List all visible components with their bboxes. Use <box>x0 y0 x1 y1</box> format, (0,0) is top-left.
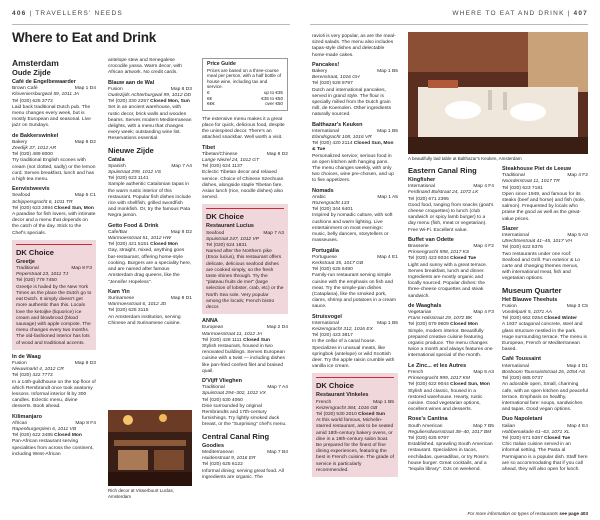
listing: Kingfisher International Map 4 F4 Ferdinand Bolstraat 24, 1072 LK Tel (020) 671 2395 Good food, ranging from snacks (goat's cheese croquettes) to lunch (club sandwich or spicy lamb burger) to a day menu (fish, meat or vegetarian). Free Wi-Fi. Excellent value. <box>408 177 494 233</box>
dining-table-photo <box>408 32 588 154</box>
price-guide-intro: Prices are based on a three-course meal per person, with a half bottle of house wine, including tax and service. <box>207 67 282 90</box>
listing: Nomads Arabic Map 1 A5 Rozengracht 133 Tel (020) 344 6401 Inspired by nomadic culture, with soft cushions and warm lighting. Live entertainment on most evenings: music, belly dancers, storytellers or masseuses. <box>312 187 398 244</box>
listing-continued: ravioli is very popular, as are the meal-sized salads. The menu also includes tapas-style dishes and delectable home-made cakes. <box>312 34 396 58</box>
listing-continued: antelope stew and Senegalese crocodile yassa. Warm decor, with African artwork. No credit cards. <box>108 58 183 76</box>
left-page-header: 406 | TRAVELLERS' NEEDS <box>12 10 123 17</box>
listing: de Bakkerswinkel Bakery Map 8 D2 Zeedijk 37, 1012 AR Tel (020) 489 8000 Try traditional English scones with cream (not clotted, sadly) or the lemon curd. Serves breakfast, lunch and has a high tea menu. <box>12 132 96 183</box>
price-guide-row: €€€ over €50 <box>207 101 283 107</box>
footer-see-page: see page 403 <box>559 511 588 516</box>
listing: Eenvistweevis Seafood Map 5 C1 Schippersgracht 6, 1011 TR Tel (020) 623 2894 Closed Sun, Mon A paradise for fish lovers, with intimate decor and a menu that depends on the catch of the day. Stick to the Chef's specials. <box>12 186 96 236</box>
listing: Rose's Cantina South American Map 7 B5 Reguliersdwarsstraat 38–40, 1017 BM Tel (020) 625 9797 Established, sprawling South American restaurant. Specializes in tacos, enchiladas, quesadillas, or try Rose's house burger. Great cocktails, and a "tequila library". DJs on weekend. <box>408 416 494 472</box>
dk-choice-box: DK Choice Restaurant Lucius Seafood Map 7 A3 Spuistraat 247, 1012 VP Tel (020) 624 1831 Named after the Northern pike (Esox lucius), this restaurant offers delicate, delicious seafood dishes are cooked simply, so the fresh taste shines through. Try the "plateau fruits de mer" (large selection of lobster, crab, etc) or the North Sea sole. Very popular among the locals; French bistro decor. <box>202 204 288 314</box>
listing: Slazer International Map 5 A3 Utrechtsestraat 41–45, 1017 VH Tel (020) 622 6376 Two restaurants under one roof: Seafood and Grill. Fun exterior & Lo carte and changing themes menus, with international meat, fish and vegetarian options. <box>502 225 588 282</box>
listing: Le Zinc... et les Autres French Map 5 A3 Prinsengracht 999, 1017 KM Tel (020) 622 9044 Closed Sun, Mon Stylish and classic, housed in a restored warehouse. Hearty, rustic cuisine. Good vegetarian options, excellent wines and desserts. <box>408 362 494 413</box>
listing: Blauw aan de Wal Fusion Map 8 D3 Oudezijds Achterburgwal 99, 1012 DD Tel (020) 330 2257 Closed Mon, Sun Set in an ancient warehouse, with rustic decor, brick walls and wooden beams. Serves modern Mediterranean delights, with a menu that changes every week; outstanding wine list. Reservations essential. <box>108 79 192 142</box>
footer-note: For more information on types of restaurants see page 403 <box>467 511 588 516</box>
listing: In de Waag Fusion Map 8 D3 Nieuwmarkt 4, 1012 CR Tel (020) 422 7772 In a 14th-guildhouse on the top floor of which Rembrandt once took anatomy lessons. Informal interior lit by 300 candles. Eclectic menu, divine desserts. Book ahead. <box>12 353 96 410</box>
price-guide-box <box>202 58 288 111</box>
listing-continued: The extensive menu makes it a great place for quick, delicious food, despite the uninspired decor. There's an attached snackbar. Well worth a visit. <box>202 116 285 141</box>
dk-choice-title: DK Choice <box>16 247 54 257</box>
dk-choice-title: DK Choice <box>206 212 244 222</box>
column-1 <box>12 58 96 461</box>
listing: Struisvogel International Map 1 B5 Keizersgracht 312, 1016 EX Tel (020) 423 3817 In the cellar of a canal house. Specializes in unusual meats, like springbok (antelope) or wild Scottish deer. Try the apple raisin crumble with vanilla ice cream. <box>312 313 398 370</box>
price-guide-row: €€ €35 to €50 <box>207 95 283 101</box>
listing: Café de Engelbewaarder Brown Café Map 1 D4 Kloveniersburgwal 59, 1011 JA Tel (020) 625 3772 Laid back traditional Dutch pub. The menu changes every week, but is mostly European and seasonal. Live jazz on Sundays. <box>12 79 96 129</box>
page-title: Where to Eat and Drink <box>12 30 157 45</box>
listing: Portugália Portuguese Map 4 E1 Kerkstraat 35, 1017 GB Tel (020) 625 6490 Family-run restaurant serving simple cuisine with the emphasis on fish and meat. Try the simple-pan dishes (Cataplana), like the smoked pork, clams, shrimp and potatoes in a cream sauce. <box>312 247 398 310</box>
region-heading: Amsterdam <box>12 58 59 68</box>
left-running-title: TRAVELLERS' NEEDS <box>35 10 123 17</box>
photo-caption: Rich decor at Visserbuurt Luclas, Amsterdam <box>108 488 174 499</box>
listing: de Waaghals Vegetarian Map 4 F3 Frans Halsstraat 29, 1072 BK Tel (020) 679 9609 Closed Mon Simple, modern interior. Beautifully prepared creative cuisine featuring organic produce. The menu changes twice a month and always features one international special of the month. <box>408 302 494 359</box>
right-page-number: 407 <box>573 10 588 17</box>
dk-choice-rule <box>316 377 394 378</box>
column-5 <box>408 166 494 476</box>
left-header-rule <box>12 24 290 25</box>
left-page-number: 406 <box>12 10 27 17</box>
dk-choice-rule <box>206 208 284 209</box>
listing: Café Toussaint International Map 4 D1 Bosboom Toussaintstraat 26, 1054 AS Tel (020) 685 0737 An adorable open, Small, charming cafe, with an open kitchen and peaceful terrace. Emphasis on healthy, international fare: soups, sandwiches and tapas. Good vegan options. <box>502 356 588 413</box>
listing: Catala Spanish Map 7 A4 Spuistraat 299, 1012 VS Tel (020) 623 1141 Sample authentic Catalonian tapas in the warm rustic interior of this restaurant. Popular fish dishes include rice with shellfish, grilled swordfish and monkfish. Or, try the famous Pata Negra jamon. <box>108 156 192 219</box>
dk-choice-rule <box>16 244 92 245</box>
subregion-heading: Eastern Canal Ring <box>408 166 477 175</box>
dk-choice-box: DK Choice Greetje Traditional Map 8 F3 Peperstraat 23, 1011 TJ Tel (020) 779 7450 Greetje is hailed by the New York Times as the place the Dutch go to eat Dutch. It simply doesn't get more authentic than this. Locals love the ketoijke (liquorice) ice cream and blowbrood (blood sausage) with apple compote. The menu changes every two months. The old-fashioned interior has lots of wood and traditional accents. <box>12 240 96 350</box>
subregion-heading: Museum Quarter <box>502 285 562 295</box>
subregion-heading: Oude Zijde <box>12 68 51 77</box>
listing: ANNA European Map 2 D4 Warmoesstraat 11, 1012 JA Tel (020) 428 1111 Closed Sun Stylish restaurant, housed in two renovated buildings. Serves European cuisine with a twist — including dishes like pan-fried confest filet and braised quail. <box>202 318 288 374</box>
subregion-heading: Nieuwe Zijde <box>108 145 154 155</box>
listing: Kilimanjaro African Map 8 F4 Rapenburgerplein 6, 1011 VB Tel (020) 622 3485 Closed Mon Pan-African restaurant serving specialities from across the continent, including West-African <box>12 413 96 457</box>
photo-caption: A beautifully laid table at Balthazar's Keuken, Amsterdam <box>408 156 522 161</box>
listing: Tibet Tibetan/Chinese Map 8 D2 Lange Niezel 24, 1012 GT Tel (020) 624 1137 Eclectic Tibetan decor and relaxed service. Choice of Chinese Szechuan dishes, alongside staple Tibetan fare. Asian lunch (rice, noodle dishes) also served. <box>202 144 288 201</box>
listing: Goodies Mediterranean Map 7 B4 Huidenstraat 9, 1016 ER Tel (020) 625 6122 Informal dining; serving great food. All ingredients are organic. The <box>202 442 288 480</box>
price-guide-title: Price Guide <box>207 61 236 67</box>
column-3 <box>202 58 288 484</box>
column-2 <box>108 58 192 330</box>
right-header-rule <box>310 24 588 25</box>
listing: Getto Food & Drink Cafe/Bar Map 8 D2 Warmoesstraat 51, 1012 HW Tel (020) 421 5151 Closed Mon Gay, straight, mixed, anything goes bar-restaurant, offering home-style cooking. Burgers are a speciality here, and are named after famous Amsterdam drag queens, like the "Jennifer Hopeless". <box>108 222 192 285</box>
listing: Buffet van Odette Brasserie Map 4 F2 Prinsengracht 598, 1017 KS Tel (020) 423 6034 Closed Tue Light and sunny with a great terrace. Serves breakfast, lunch and dinner. Ingredients are mostly organic and locally sourced. Popular dishes: the three-cheese croquettes and steak sandwich. <box>408 236 494 299</box>
column-4 <box>312 34 398 481</box>
price-guide-row: € up to €35 <box>207 89 283 95</box>
dk-choice-title: DK Choice <box>316 381 354 391</box>
right-page-header: WHERE TO EAT AND DRINK | 407 <box>452 10 588 17</box>
column-6 <box>502 166 588 476</box>
subregion-heading: Central Canal Ring <box>202 431 270 441</box>
listing: Duo Napoletani Italian Map 4 E4 Hobbemakade 61–63, 1071 XL Tel (020) 671 5367 Closed Tue Chic Italian cuisine served in an informal setting. The Pasta al Parmigiano is a popular dish. Staff here are so accommodating that if you call ahead, they will also open for lunch. <box>502 416 588 472</box>
listing: Balthazar's Keuken International Map 1 B5 Elandsgracht 108, 1016 VR Tel (020) 420 2114 Closed Sun, Mon & Tue Personalized service; serious food in an open kitchen with hanging pans. The menu changes weekly, with only two choices, wine pre-chosen, and up to five appetizers. <box>312 121 398 184</box>
dk-choice-box: DK Choice Restaurant Vinkeles French Map 1 B5 Keizersgracht 384, 1016 GB Tel (020) 530 2010 Closed Sun At this world famous, Michelin-starred restaurant, ask to be seated amid 18th-century bakery ovens, or dine in a 19th-century salon boat. Be prepared for the finest of fine dining experiences, featuring the best in French cuisine. The grade of service is particularly recommended. <box>312 373 398 477</box>
listing: Kam Yin Surinamese Map 8 D1 Warmoesstraat 6, 1012 JD Tel (020) 625 3115 An Amsterdam institution, serving Chinese and Surinamese cuisine. <box>108 288 192 326</box>
listing: Pancakes! Bakery Map 1 B5 Berenstraat, 1016 GH Tel (020) 528 9797 Dutch and international pancakes, served in grand style. The flour is specially milled from the Dutch grain mill, de Koemolen. Other ingredients naturally sourced. <box>312 61 398 118</box>
listing: Steakhouse Piet de Leeuw Traditional Map 4 F2 Noorderstraat 11, 1017 TR Tel (020) 623 7181 Open since 1949, and famous for its steaks (beef and horse) and fish (sole, salmon). Frequented by locals who praise the good as well as the great-value prices. <box>502 166 588 222</box>
listing: D'Vijff Vlieghen Traditional Map 7 A4 Spuistraat 294–302, 1012 VX Tel (020) 530 4060 Dine surrounded by original Rembrandts and 17th-century furnishings. Try lightly smoked duck breast, or the "Surprising" chef's menu. <box>202 378 288 428</box>
right-running-title: WHERE TO EAT AND DRINK <box>452 10 565 17</box>
restaurant-interior-photo <box>108 410 192 486</box>
listing: Het Blauwe Theehuis Fusion Map 3 C5 Vondelpark 5, 1071 AA Tel (020) 662 0254 Closed Winter A 1937 octagonal concrete, steel and glass structure nestled in the park. Huge surrounding terrace. The menu is European, French or Mediterranean based. <box>502 296 588 353</box>
